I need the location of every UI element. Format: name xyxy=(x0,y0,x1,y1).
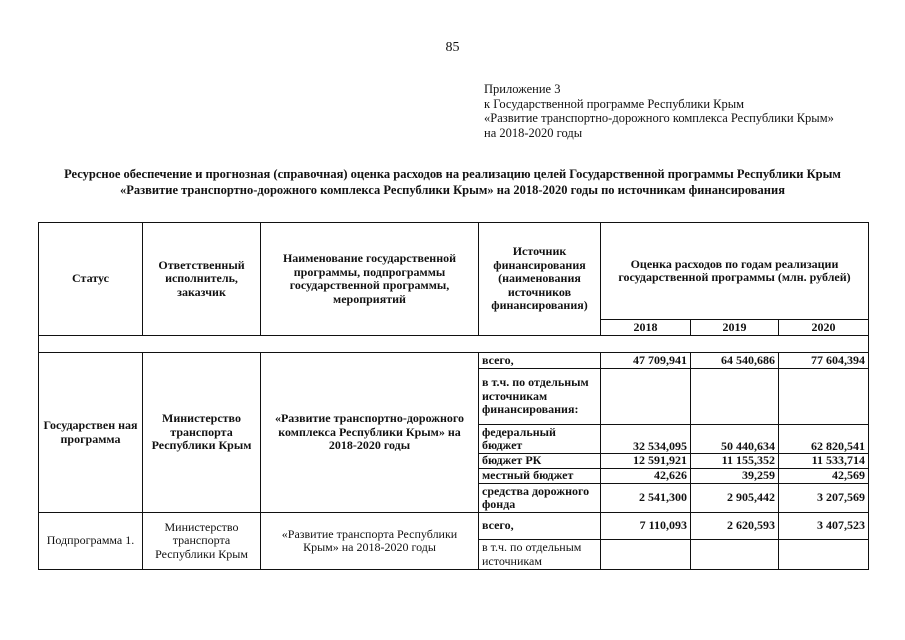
program-name: «Развитие транспортно-дорожного комплекса Республики Крым» на 2018-2020 годы xyxy=(261,353,479,513)
value-cell: 47 709,941 xyxy=(601,353,691,369)
value-cell: 3 407,523 xyxy=(779,513,869,540)
subprogram-executor: Министерство транспорта Республики Крым xyxy=(143,513,261,570)
header-year: 2020 xyxy=(779,320,869,336)
header-estimate: Оценка расходов по годам реализации государственной программы (млн. рублей) xyxy=(601,223,869,320)
value-cell: 50 440,634 xyxy=(691,425,779,454)
appendix-line: Приложение 3 xyxy=(484,82,561,96)
page-number: 85 xyxy=(445,40,460,55)
source-cell: всего, xyxy=(479,353,601,369)
budget-table xyxy=(38,222,869,570)
title-line: Ресурсное обеспечение и прогнозная (справочная) оценка расходов на реализацию целей Государственной программы Республики Крым xyxy=(64,167,841,181)
header-year: 2018 xyxy=(601,320,691,336)
document-title xyxy=(40,166,865,198)
value-cell: 11 155,352 xyxy=(691,454,779,469)
appendix-line: на 2018-2020 годы xyxy=(484,125,583,140)
source-cell: федеральный бюджет xyxy=(479,425,601,454)
value-cell: 42,626 xyxy=(601,469,691,484)
value-cell: 7 110,093 xyxy=(601,513,691,540)
header-source: Источник финансирования (наименования источников финансирования) xyxy=(479,223,601,336)
appendix-line: к Государственной программе Республики Крым xyxy=(484,96,745,111)
source-cell: средства дорожного фонда xyxy=(479,484,601,513)
header-year: 2019 xyxy=(691,320,779,336)
value-cell: 2 905,442 xyxy=(691,484,779,513)
source-cell: в т.ч. по отдельным источникам xyxy=(479,540,601,570)
value-cell xyxy=(691,369,779,425)
value-cell: 32 534,095 xyxy=(601,425,691,454)
source-cell: всего, xyxy=(479,513,601,540)
value-cell: 2 541,300 xyxy=(601,484,691,513)
header-executor: Ответственный исполнитель, заказчик xyxy=(143,223,261,336)
value-cell xyxy=(601,369,691,425)
value-cell: 2 620,593 xyxy=(691,513,779,540)
value-cell: 11 533,714 xyxy=(779,454,869,469)
header-status: Статус xyxy=(39,223,143,336)
appendix-note xyxy=(484,82,834,140)
subprogram-status: Подпрограмма 1. xyxy=(39,513,143,570)
value-cell: 12 591,921 xyxy=(601,454,691,469)
subprogram-name: «Развитие транспорта Республики Крым» на 2018-2020 годы xyxy=(261,513,479,570)
value-cell: 62 820,541 xyxy=(779,425,869,454)
value-cell: 64 540,686 xyxy=(691,353,779,369)
program-executor: Министерство транспорта Республики Крым xyxy=(143,353,261,513)
source-cell: в т.ч. по отдельным источникам финансирования: xyxy=(479,369,601,425)
title-line: «Развитие транспортно-дорожного комплекса Республики Крым» на 2018-2020 годы по источникам финансирования xyxy=(120,183,785,197)
value-cell xyxy=(779,369,869,425)
value-cell xyxy=(601,540,691,570)
source-cell: местный бюджет xyxy=(479,469,601,484)
value-cell xyxy=(691,540,779,570)
value-cell: 42,569 xyxy=(779,469,869,484)
header-program-name: Наименование государственной программы, подпрограммы государственной программы, мероприятий xyxy=(261,223,479,336)
value-cell: 3 207,569 xyxy=(779,484,869,513)
source-cell: бюджет РК xyxy=(479,454,601,469)
program-status: Государствен ная программа xyxy=(39,353,143,513)
spacer-row xyxy=(39,336,869,353)
value-cell: 39,259 xyxy=(691,469,779,484)
value-cell xyxy=(779,540,869,570)
value-cell: 77 604,394 xyxy=(779,353,869,369)
appendix-line: «Развитие транспортно-дорожного комплекса Республики Крым» xyxy=(484,111,834,125)
